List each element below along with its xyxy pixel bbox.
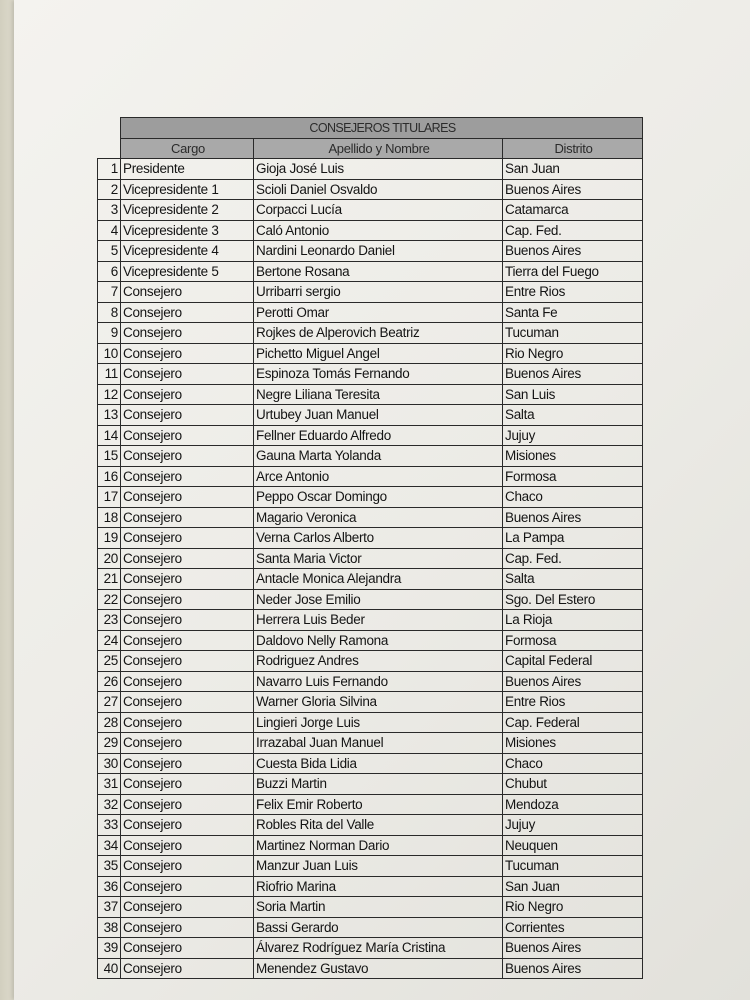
cell-distrito: Catamarca xyxy=(503,200,643,221)
cell-apellido-nombre: Rojkes de Alperovich Beatriz xyxy=(254,323,503,344)
table-row xyxy=(98,487,643,508)
cell-cargo: Consejero xyxy=(121,466,254,487)
cell-apellido-nombre: Perotti Omar xyxy=(254,302,503,323)
row-number: 25 xyxy=(98,651,121,672)
cell-distrito: San Luis xyxy=(503,384,643,405)
cell-apellido-nombre: Antacle Monica Alejandra xyxy=(254,569,503,590)
cell-cargo: Consejero xyxy=(121,897,254,918)
row-number: 10 xyxy=(98,343,121,364)
cell-distrito: Buenos Aires xyxy=(503,938,643,959)
cell-distrito: Neuquen xyxy=(503,835,643,856)
cell-apellido-nombre: Manzur Juan Luis xyxy=(254,856,503,877)
cell-apellido-nombre: Urtubey Juan Manuel xyxy=(254,405,503,426)
cell-distrito: Misiones xyxy=(503,733,643,754)
row-number: 29 xyxy=(98,733,121,754)
cell-distrito: Entre Rios xyxy=(503,282,643,303)
row-number: 20 xyxy=(98,548,121,569)
cell-cargo: Consejero xyxy=(121,917,254,938)
cell-cargo: Consejero xyxy=(121,384,254,405)
cell-cargo: Consejero xyxy=(121,405,254,426)
cell-apellido-nombre: Neder Jose Emilio xyxy=(254,589,503,610)
cell-distrito: Buenos Aires xyxy=(503,364,643,385)
cell-distrito: Jujuy xyxy=(503,425,643,446)
table-row xyxy=(98,507,643,528)
cell-cargo: Consejero xyxy=(121,302,254,323)
row-number: 9 xyxy=(98,323,121,344)
cell-cargo: Consejero xyxy=(121,774,254,795)
cell-distrito: Salta xyxy=(503,405,643,426)
row-number: 14 xyxy=(98,425,121,446)
table-row xyxy=(98,794,643,815)
cell-cargo: Presidente xyxy=(121,159,254,180)
cell-distrito: Tierra del Fuego xyxy=(503,261,643,282)
cell-apellido-nombre: Fellner Eduardo Alfredo xyxy=(254,425,503,446)
cell-apellido-nombre: Felix Emir Roberto xyxy=(254,794,503,815)
table-row xyxy=(98,589,643,610)
cell-cargo: Consejero xyxy=(121,815,254,836)
cell-distrito: Buenos Aires xyxy=(503,958,643,979)
cell-apellido-nombre: Robles Rita del Valle xyxy=(254,815,503,836)
table-row xyxy=(98,446,643,467)
cell-apellido-nombre: Pichetto Miguel Angel xyxy=(254,343,503,364)
cell-cargo: Consejero xyxy=(121,589,254,610)
cell-cargo: Consejero xyxy=(121,610,254,631)
cell-distrito: Buenos Aires xyxy=(503,671,643,692)
table-row xyxy=(98,302,643,323)
cell-distrito: Formosa xyxy=(503,630,643,651)
consejeros-table xyxy=(97,117,643,979)
table-row xyxy=(98,261,643,282)
cell-apellido-nombre: Peppo Oscar Domingo xyxy=(254,487,503,508)
table-row xyxy=(98,159,643,180)
cell-cargo: Consejero xyxy=(121,343,254,364)
row-number: 24 xyxy=(98,630,121,651)
table-row xyxy=(98,569,643,590)
cell-apellido-nombre: Navarro Luis Fernando xyxy=(254,671,503,692)
cell-distrito: Buenos Aires xyxy=(503,179,643,200)
cell-apellido-nombre: Daldovo Nelly Ramona xyxy=(254,630,503,651)
header-distrito: Distrito xyxy=(503,138,643,159)
cell-apellido-nombre: Riofrio Marina xyxy=(254,876,503,897)
row-number: 12 xyxy=(98,384,121,405)
cell-distrito: Entre Rios xyxy=(503,692,643,713)
cell-apellido-nombre: Álvarez Rodríguez María Cristina xyxy=(254,938,503,959)
row-number: 34 xyxy=(98,835,121,856)
row-number: 31 xyxy=(98,774,121,795)
row-number: 1 xyxy=(98,159,121,180)
table-row xyxy=(98,241,643,262)
cell-cargo: Consejero xyxy=(121,733,254,754)
cell-distrito: Jujuy xyxy=(503,815,643,836)
cell-cargo: Consejero xyxy=(121,323,254,344)
row-number: 26 xyxy=(98,671,121,692)
cell-distrito: Buenos Aires xyxy=(503,507,643,528)
cell-apellido-nombre: Caló Antonio xyxy=(254,220,503,241)
cell-cargo: Consejero xyxy=(121,630,254,651)
cell-apellido-nombre: Menendez Gustavo xyxy=(254,958,503,979)
table-row xyxy=(98,671,643,692)
row-number: 3 xyxy=(98,200,121,221)
row-number: 32 xyxy=(98,794,121,815)
table-row xyxy=(98,835,643,856)
row-number: 18 xyxy=(98,507,121,528)
cell-apellido-nombre: Buzzi Martin xyxy=(254,774,503,795)
cell-apellido-nombre: Magario Veronica xyxy=(254,507,503,528)
table-row xyxy=(98,856,643,877)
cell-apellido-nombre: Lingieri Jorge Luis xyxy=(254,712,503,733)
cell-cargo: Consejero xyxy=(121,425,254,446)
row-number: 27 xyxy=(98,692,121,713)
cell-apellido-nombre: Negre Liliana Teresita xyxy=(254,384,503,405)
table-row xyxy=(98,897,643,918)
corner-blank xyxy=(98,118,121,139)
cell-apellido-nombre: Urribarri sergio xyxy=(254,282,503,303)
row-number: 35 xyxy=(98,856,121,877)
row-number: 37 xyxy=(98,897,121,918)
table-row xyxy=(98,876,643,897)
table-row xyxy=(98,753,643,774)
table-row xyxy=(98,384,643,405)
cell-distrito: Sgo. Del Estero xyxy=(503,589,643,610)
cell-distrito: San Juan xyxy=(503,876,643,897)
cell-cargo: Consejero xyxy=(121,835,254,856)
row-number: 39 xyxy=(98,938,121,959)
table-row xyxy=(98,548,643,569)
cell-distrito: Rio Negro xyxy=(503,897,643,918)
cell-distrito: Formosa xyxy=(503,466,643,487)
cell-distrito: Misiones xyxy=(503,446,643,467)
cell-apellido-nombre: Soria Martin xyxy=(254,897,503,918)
row-number: 5 xyxy=(98,241,121,262)
table-row xyxy=(98,958,643,979)
cell-apellido-nombre: Arce Antonio xyxy=(254,466,503,487)
cell-distrito: Chubut xyxy=(503,774,643,795)
row-number: 21 xyxy=(98,569,121,590)
cell-distrito: Cap. Federal xyxy=(503,712,643,733)
cell-distrito: Buenos Aires xyxy=(503,241,643,262)
header-apellido-nombre: Apellido y Nombre xyxy=(254,138,503,159)
table-row xyxy=(98,405,643,426)
row-number: 11 xyxy=(98,364,121,385)
row-number: 6 xyxy=(98,261,121,282)
table-row xyxy=(98,610,643,631)
cell-cargo: Consejero xyxy=(121,528,254,549)
table-row xyxy=(98,917,643,938)
cell-apellido-nombre: Gauna Marta Yolanda xyxy=(254,446,503,467)
row-number: 4 xyxy=(98,220,121,241)
cell-cargo: Consejero xyxy=(121,548,254,569)
table-title-row xyxy=(98,118,643,139)
cell-distrito: Cap. Fed. xyxy=(503,220,643,241)
cell-apellido-nombre: Herrera Luis Beder xyxy=(254,610,503,631)
row-number: 38 xyxy=(98,917,121,938)
cell-cargo: Consejero xyxy=(121,507,254,528)
cell-cargo: Consejero xyxy=(121,446,254,467)
cell-cargo: Consejero xyxy=(121,487,254,508)
cell-distrito: Mendoza xyxy=(503,794,643,815)
cell-distrito: Cap. Fed. xyxy=(503,548,643,569)
cell-cargo: Consejero xyxy=(121,569,254,590)
cell-distrito: Capital Federal xyxy=(503,651,643,672)
row-number: 8 xyxy=(98,302,121,323)
cell-cargo: Consejero xyxy=(121,692,254,713)
header-cargo: Cargo xyxy=(121,138,254,159)
table-row xyxy=(98,630,643,651)
cell-apellido-nombre: Verna Carlos Alberto xyxy=(254,528,503,549)
cell-cargo: Vicepresidente 1 xyxy=(121,179,254,200)
cell-apellido-nombre: Gioja José Luis xyxy=(254,159,503,180)
row-number: 28 xyxy=(98,712,121,733)
table-row xyxy=(98,815,643,836)
cell-cargo: Consejero xyxy=(121,364,254,385)
cell-cargo: Vicepresidente 2 xyxy=(121,200,254,221)
cell-distrito: Tucuman xyxy=(503,323,643,344)
cell-distrito: Santa Fe xyxy=(503,302,643,323)
cell-cargo: Consejero xyxy=(121,856,254,877)
cell-cargo: Consejero xyxy=(121,794,254,815)
row-number: 36 xyxy=(98,876,121,897)
table-row xyxy=(98,712,643,733)
cell-cargo: Consejero xyxy=(121,282,254,303)
cell-distrito: Salta xyxy=(503,569,643,590)
row-number: 19 xyxy=(98,528,121,549)
cell-distrito: Chaco xyxy=(503,487,643,508)
cell-cargo: Consejero xyxy=(121,712,254,733)
table-row xyxy=(98,343,643,364)
row-number: 30 xyxy=(98,753,121,774)
row-number: 15 xyxy=(98,446,121,467)
cell-apellido-nombre: Warner Gloria Silvina xyxy=(254,692,503,713)
cell-apellido-nombre: Bassi Gerardo xyxy=(254,917,503,938)
row-number: 16 xyxy=(98,466,121,487)
table-row xyxy=(98,774,643,795)
cell-cargo: Consejero xyxy=(121,938,254,959)
row-number: 7 xyxy=(98,282,121,303)
cell-cargo: Consejero xyxy=(121,753,254,774)
row-number: 22 xyxy=(98,589,121,610)
row-number: 23 xyxy=(98,610,121,631)
table-row xyxy=(98,179,643,200)
cell-apellido-nombre: Scioli Daniel Osvaldo xyxy=(254,179,503,200)
cell-apellido-nombre: Corpacci Lucía xyxy=(254,200,503,221)
table-row xyxy=(98,733,643,754)
row-number: 40 xyxy=(98,958,121,979)
cell-cargo: Consejero xyxy=(121,651,254,672)
table-row xyxy=(98,425,643,446)
cell-cargo: Vicepresidente 4 xyxy=(121,241,254,262)
cell-distrito: La Pampa xyxy=(503,528,643,549)
row-number: 17 xyxy=(98,487,121,508)
cell-apellido-nombre: Cuesta Bida Lidia xyxy=(254,753,503,774)
table-row xyxy=(98,200,643,221)
cell-cargo: Vicepresidente 3 xyxy=(121,220,254,241)
cell-apellido-nombre: Rodriguez Andres xyxy=(254,651,503,672)
corner-blank xyxy=(98,138,121,159)
table-row xyxy=(98,323,643,344)
cell-cargo: Consejero xyxy=(121,958,254,979)
cell-cargo: Vicepresidente 5 xyxy=(121,261,254,282)
cell-apellido-nombre: Espinoza Tomás Fernando xyxy=(254,364,503,385)
table-row xyxy=(98,282,643,303)
row-number: 13 xyxy=(98,405,121,426)
cell-distrito: Rio Negro xyxy=(503,343,643,364)
cell-distrito: Tucuman xyxy=(503,856,643,877)
cell-apellido-nombre: Nardini Leonardo Daniel xyxy=(254,241,503,262)
table-row xyxy=(98,220,643,241)
cell-distrito: Chaco xyxy=(503,753,643,774)
cell-distrito: Corrientes xyxy=(503,917,643,938)
table-row xyxy=(98,692,643,713)
cell-cargo: Consejero xyxy=(121,671,254,692)
table-row xyxy=(98,528,643,549)
cell-apellido-nombre: Santa Maria Victor xyxy=(254,548,503,569)
table-row xyxy=(98,364,643,385)
cell-apellido-nombre: Bertone Rosana xyxy=(254,261,503,282)
row-number: 33 xyxy=(98,815,121,836)
cell-apellido-nombre: Martinez Norman Dario xyxy=(254,835,503,856)
cell-distrito: La Rioja xyxy=(503,610,643,631)
table-row xyxy=(98,651,643,672)
table-header-row xyxy=(98,138,643,159)
table-row xyxy=(98,938,643,959)
table-row xyxy=(98,466,643,487)
cell-cargo: Consejero xyxy=(121,876,254,897)
table-title: CONSEJEROS TITULARES xyxy=(121,118,643,139)
cell-apellido-nombre: Irrazabal Juan Manuel xyxy=(254,733,503,754)
cell-distrito: San Juan xyxy=(503,159,643,180)
row-number: 2 xyxy=(98,179,121,200)
